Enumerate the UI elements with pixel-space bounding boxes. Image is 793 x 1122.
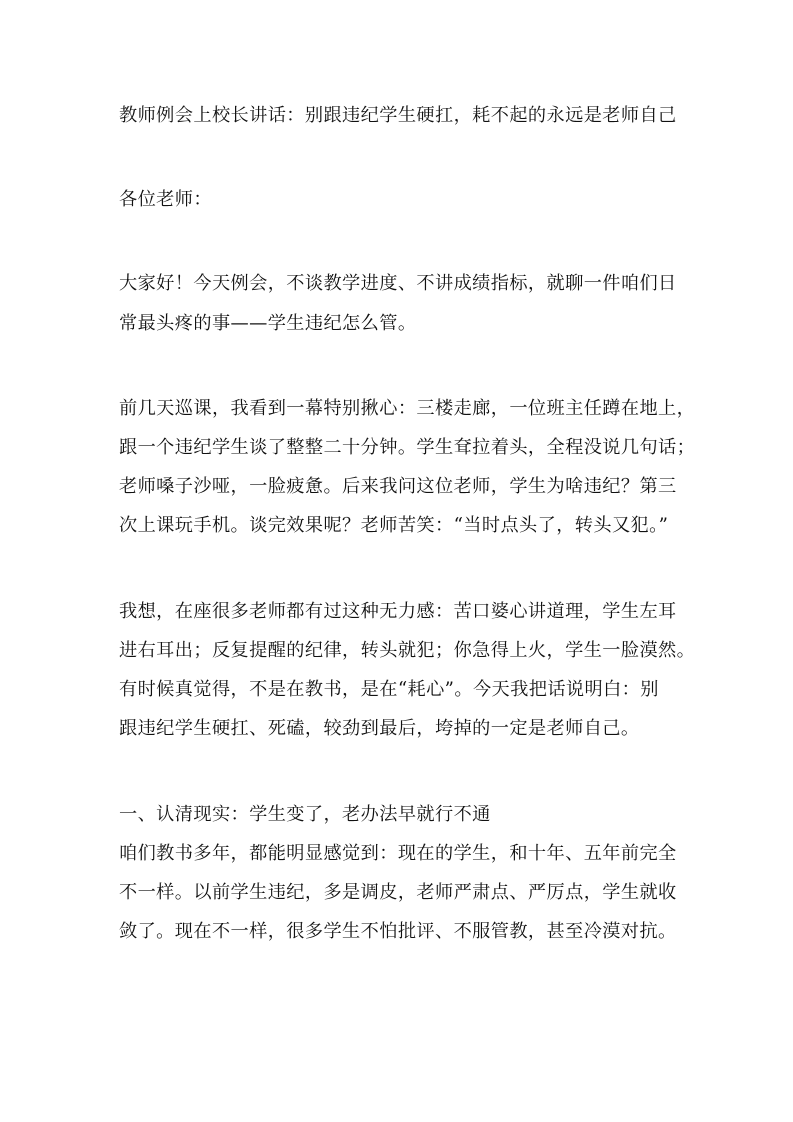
paragraph-2-line-2: 跟一个违纪学生谈了整整二十分钟。学生耷拉着头，全程没说几句话； (119, 437, 696, 458)
paragraph-1-line-2: 常最头疼的事——学生违纪怎么管。 (119, 313, 417, 334)
paragraph-3-line-4: 跟违纪学生硬扛、死磕，较劲到最后，垮掉的一定是老师自己。 (119, 718, 640, 739)
paragraph-3-line-1: 我想，在座很多老师都有过这种无力感：苦口婆心讲道理，学生左耳 (119, 601, 677, 622)
document-title: 教师例会上校长讲话：别跟违纪学生硬扛，耗不起的永远是老师自己 (119, 105, 677, 126)
paragraph-4-line-1: 咱们教书多年，都能明显感觉到：现在的学生，和十年、五年前完全 (119, 843, 677, 864)
paragraph-2-line-1: 前几天巡课，我看到一幕特别揪心：三楼走廊，一位班主任蹲在地上， (119, 398, 696, 419)
paragraph-3-line-3: 有时候真觉得，不是在教书，是在“耗心”。今天我把话说明白：别 (119, 679, 659, 700)
paragraph-4-line-2: 不一样。以前学生违纪，多是调皮，老师严肃点、严厉点，学生就收 (119, 882, 677, 903)
paragraph-4-line-3: 敛了。现在不一样，很多学生不怕批评、不服管教，甚至冷漠对抗。 (119, 921, 677, 942)
paragraph-2-line-4: 次上课玩手机。谈完效果呢？老师苦笑：“当时点头了，转头又犯。” (119, 515, 669, 536)
paragraph-2-line-3: 老师嗓子沙哑，一脸疲惫。后来我问这位老师，学生为啥违纪？第三 (119, 476, 677, 497)
salutation: 各位老师： (119, 189, 212, 210)
paragraph-3-line-2: 进右耳出；反复提醒的纪律，转头就犯；你急得上火，学生一脸漠然。 (119, 640, 696, 661)
section-1-heading: 一、认清现实：学生变了，老办法早就行不通 (119, 804, 491, 825)
paragraph-1-line-1: 大家好！今天例会，不谈教学进度、不讲成绩指标，就聊一件咱们日 (119, 273, 677, 294)
